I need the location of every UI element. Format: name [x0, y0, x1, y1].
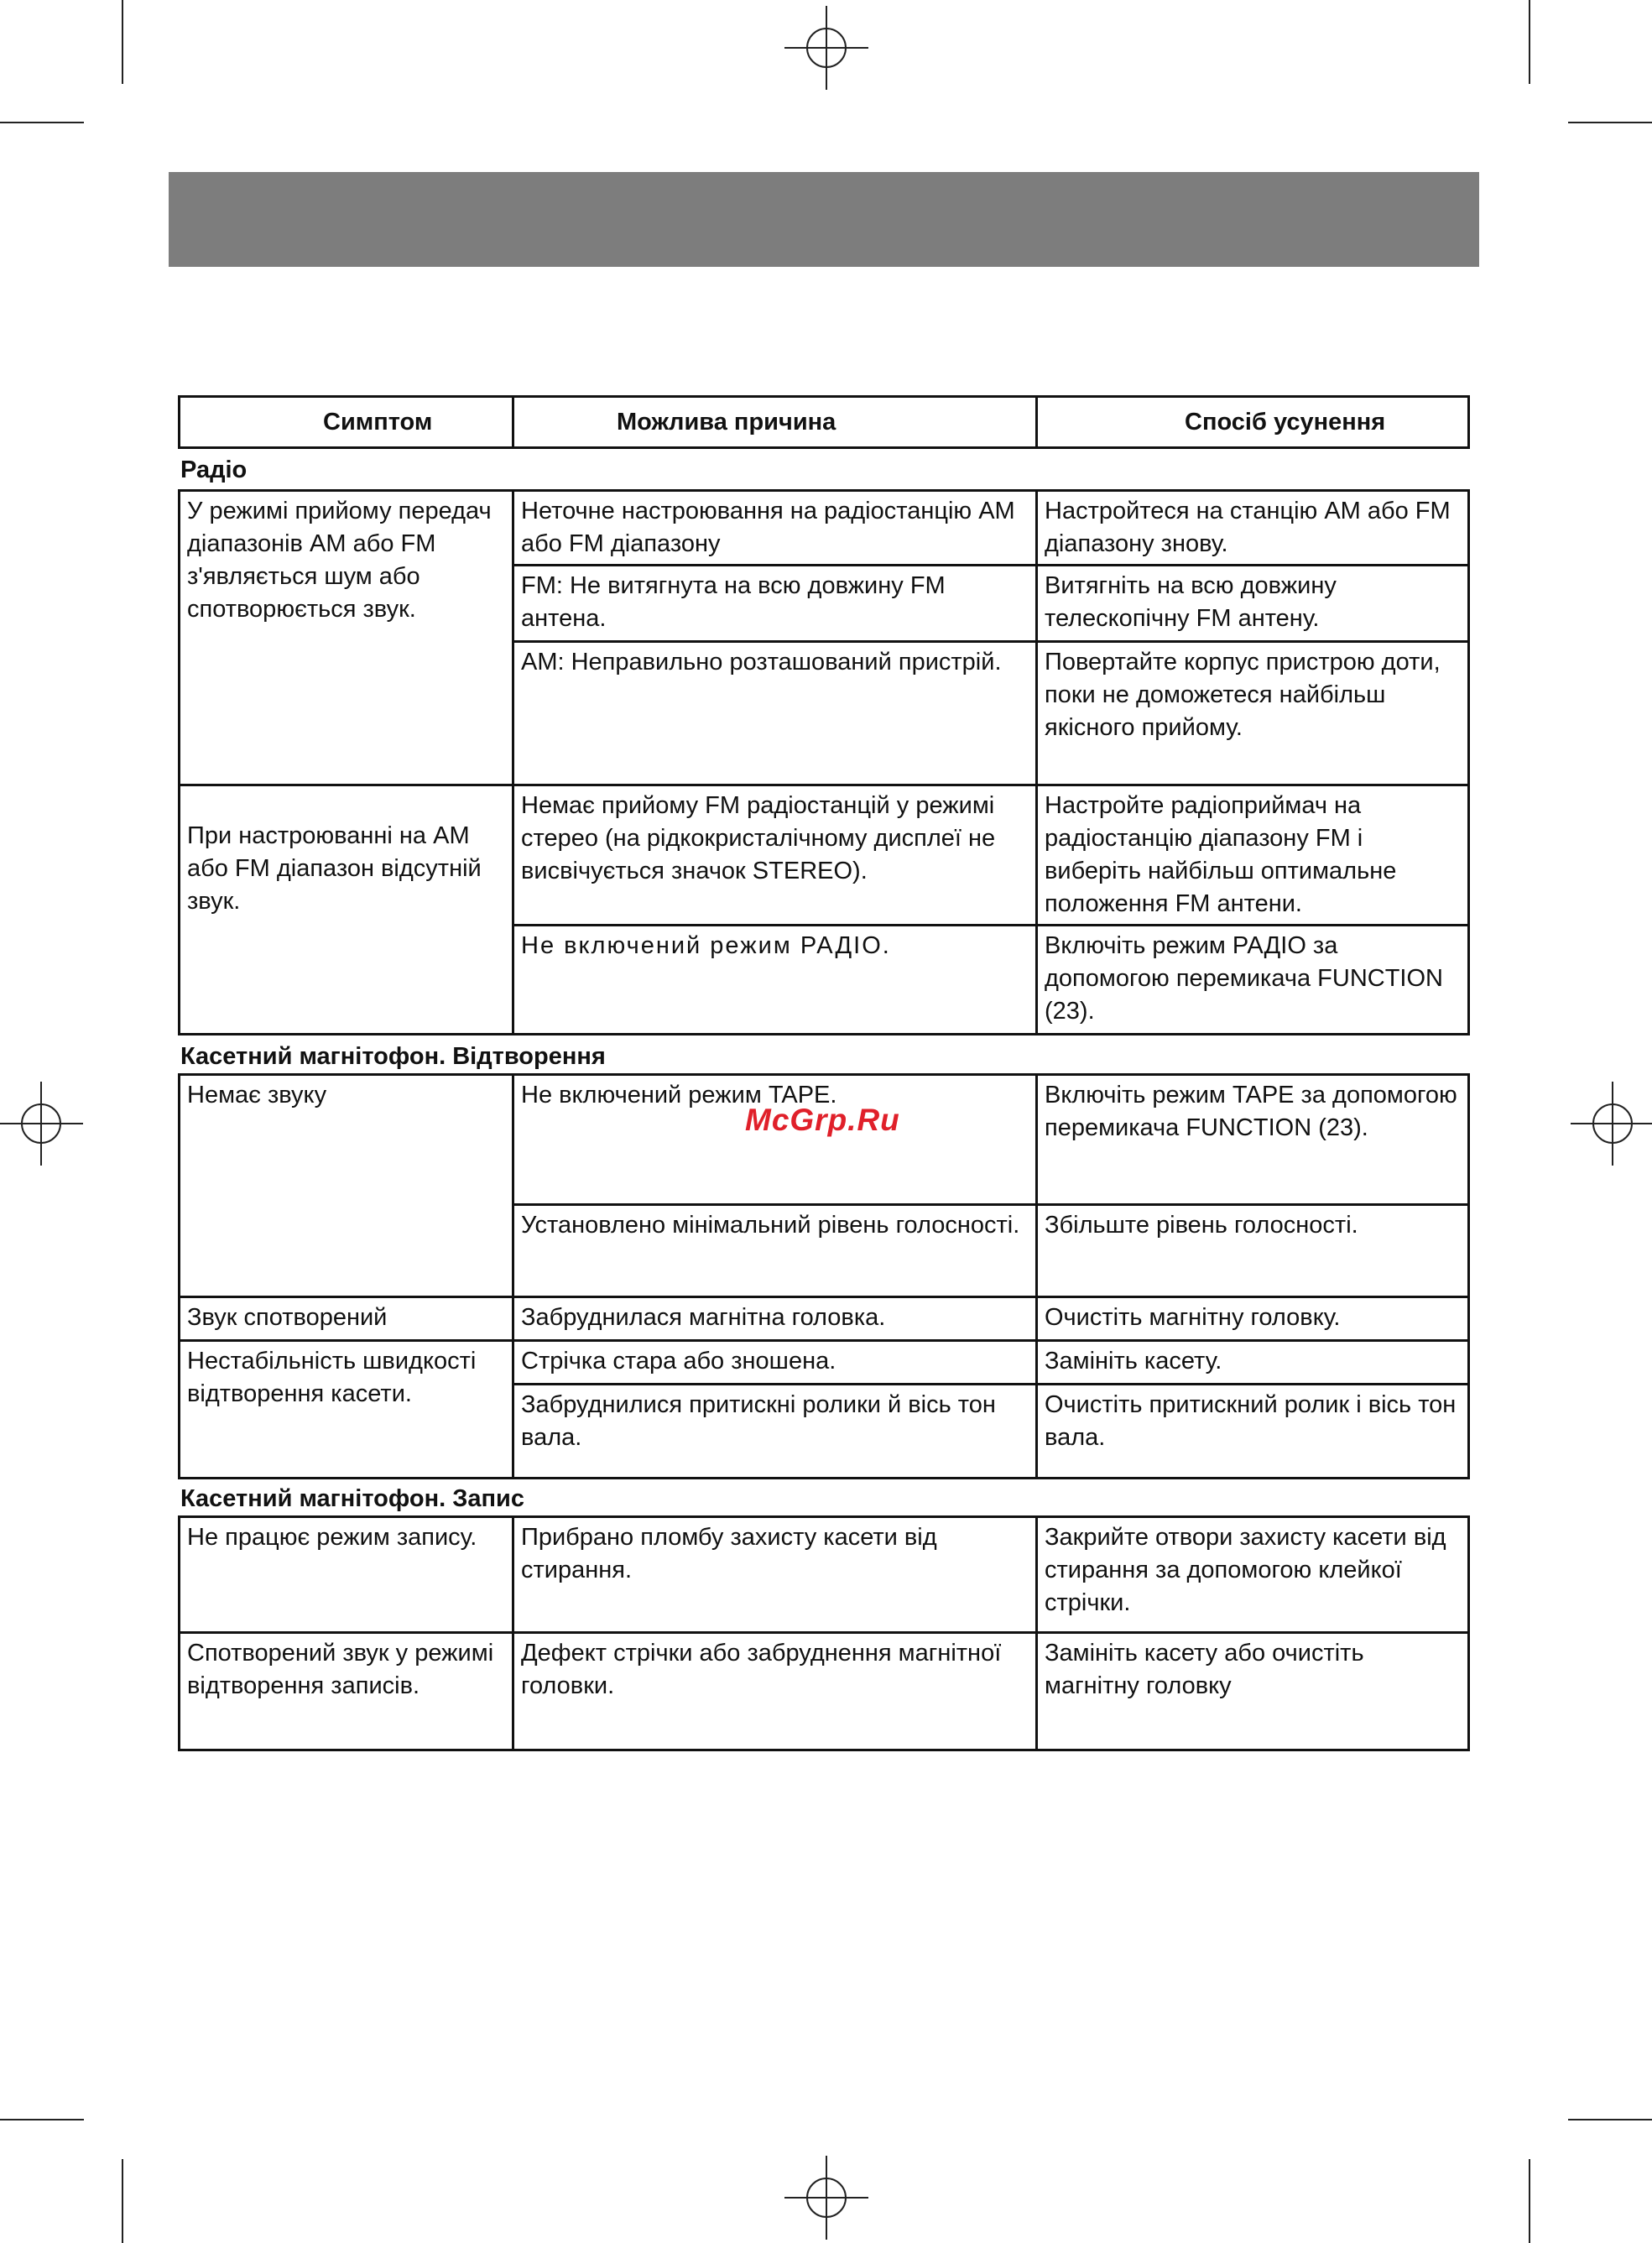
troubleshooting-table-radio — [178, 489, 1470, 1035]
registration-mark-left — [21, 1103, 61, 1144]
crop-mark — [122, 0, 123, 84]
symptom-cell: При настроюванні на АМ або FM діапазон відсутній звук. — [180, 785, 513, 1035]
cause-cell: Стрічка стара або зношена. — [513, 1341, 1037, 1385]
remedy-cell: Витягніть на всю довжину телескопічну FM антену. — [1037, 566, 1469, 642]
troubleshooting-table-recording — [178, 1515, 1470, 1751]
symptom-cell: Не працює режим запису. — [180, 1517, 513, 1633]
cause-cell: Забруднилася магнітна головка. — [513, 1297, 1037, 1341]
symptom-cell: У режимі прийому передач діапазонів АМ або FM з'являється шум або спотворюється звук. — [180, 491, 513, 785]
cause-cell: Забруднилися притискні ролики й вісь тон вала. — [513, 1385, 1037, 1479]
crop-mark — [122, 2159, 123, 2243]
crop-mark — [0, 122, 84, 123]
symptom-cell: Звук спотворений — [180, 1297, 513, 1341]
cause-cell: Не включений режим РАДІО. — [513, 926, 1037, 1035]
cause-cell: Неточне настроювання на радіостанцію АМ або FM діапазону — [513, 491, 1037, 566]
remedy-cell: Настройте радіоприймач на радіостанцію діапазону FM і виберіть найбільш оптимальне положення FM антени. — [1037, 785, 1469, 926]
cause-cell: АМ: Неправильно розташований пристрій. — [513, 642, 1037, 785]
registration-mark-top — [806, 28, 847, 68]
crop-mark — [0, 2119, 84, 2120]
cause-cell: Немає прийому FM радіостанцій у режимі стерео (на рідкокристалічному дисплеї не висвічується значок STEREO). — [513, 785, 1037, 926]
header-symptom: Симптом — [180, 397, 513, 448]
registration-mark-right — [1592, 1103, 1633, 1144]
crop-mark — [1529, 0, 1530, 84]
cause-cell: FM: Не витягнута на всю довжину FM антена. — [513, 566, 1037, 642]
section-title-radio: Радіо — [180, 456, 248, 483]
symptom-cell: Спотворений звук у режимі відтворення записів. — [180, 1633, 513, 1750]
cause-cell: Дефект стрічки або забруднення магнітної головки. — [513, 1633, 1037, 1750]
section-title-recording: Касетний магнітофон. Запис — [180, 1485, 524, 1512]
remedy-cell: Включіть режим TAPE за допомогою перемикача FUNCTION (23). — [1037, 1075, 1469, 1205]
remedy-cell: Очистіть притискний ролик і вісь тон вала. — [1037, 1385, 1469, 1479]
header-remedy: Спосіб усунення — [1037, 397, 1469, 448]
remedy-cell: Замініть касету. — [1037, 1341, 1469, 1385]
cause-cell: Установлено мінімальний рівень голосності. — [513, 1205, 1037, 1297]
cause-cell: Не включений режим TAPE. — [513, 1075, 1037, 1205]
symptom-cell: Нестабільність швидкості відтворення касети. — [180, 1341, 513, 1479]
section-title-playback: Касетний магнітофон. Відтворення — [180, 1043, 606, 1070]
symptom-cell: Немає звуку — [180, 1075, 513, 1297]
remedy-cell: Збільште рівень голосності. — [1037, 1205, 1469, 1297]
remedy-cell: Закрийте отвори захисту касети від стирання за допомогою клейкої стрічки. — [1037, 1517, 1469, 1633]
header-bar — [169, 172, 1479, 267]
header-cause: Можлива причина — [513, 397, 1037, 448]
remedy-cell: Включіть режим РАДІО за допомогою перемикача FUNCTION (23). — [1037, 926, 1469, 1035]
crop-mark — [1529, 2159, 1530, 2243]
remedy-cell: Замініть касету або очистіть магнітну головку — [1037, 1633, 1469, 1750]
cause-cell: Прибрано пломбу захисту касети від стирання. — [513, 1517, 1037, 1633]
watermark: McGrp.Ru — [745, 1103, 900, 1137]
remedy-cell: Настройтеся на станцію АМ або FM діапазону знову. — [1037, 491, 1469, 566]
remedy-cell: Повертайте корпус пристрою доти, поки не доможетеся найбільш якісного прийому. — [1037, 642, 1469, 785]
registration-mark-bottom — [806, 2178, 847, 2218]
column-header-table — [178, 395, 1470, 449]
crop-mark — [1568, 2119, 1652, 2120]
crop-mark — [1568, 122, 1652, 123]
remedy-cell: Очистіть магнітну головку. — [1037, 1297, 1469, 1341]
